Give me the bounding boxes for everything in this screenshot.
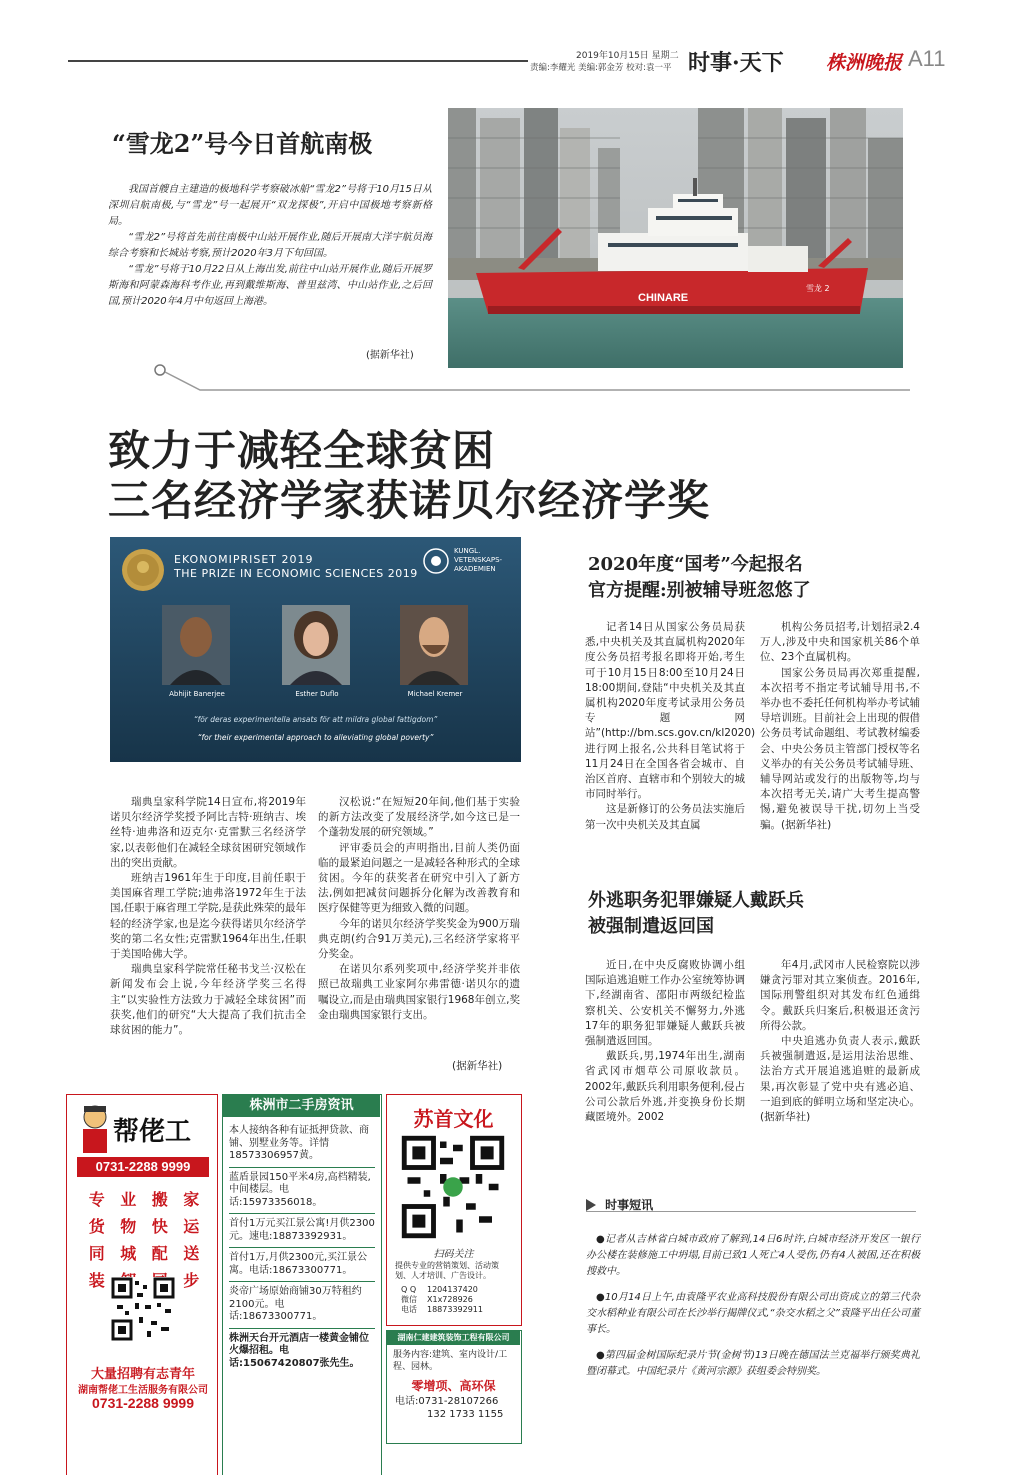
qr-code-icon[interactable] xyxy=(111,1277,175,1341)
ad-company: 湖南帮佬工生活服务有限公司 xyxy=(78,1385,208,1396)
ad-ershoufang-title: 株洲市二手房资讯 xyxy=(223,1095,380,1117)
phone-value: 132 1733 1155 xyxy=(427,1409,504,1420)
contact-label: Q Q xyxy=(401,1285,417,1294)
service-char: 专 xyxy=(88,1190,105,1209)
phone-label: 电话: xyxy=(395,1396,419,1407)
paragraph: 年4月,武冈市人民检察院以涉嫌贪污罪对其立案侦查。2016年,国际刑警组织对其发布红色通缉令。戴跃兵归案后,积极退还贪污所得公款。 xyxy=(760,959,920,1032)
nobel-medal-icon xyxy=(120,547,166,593)
citation-english: “for their experimental approach to alleviating global poverty” xyxy=(197,733,434,742)
nobel-screen-photo xyxy=(110,537,521,762)
paragraph: 瑞典皇家科学院14日宣布,将2019年诺贝尔经济学奖授予阿比吉特·班纳吉、埃丝特·迪弗洛和迈克尔·克雷默三名经济学家,以表彰他们在减轻全球贫困研究领域作出的突出贡献。 xyxy=(110,796,306,869)
screen-title-2: THE PRIZE IN ECONOMIC SCIENCES 2019 xyxy=(174,567,418,580)
list-item: ●第四届金树国际纪录片节(金树节)13日晚在德国法兰克福举行颁奖典礼暨闭幕式。中国纪录片《黄河宗源》获组委会特别奖。 xyxy=(586,1350,920,1377)
phone-value: 0731-28107266 xyxy=(418,1396,499,1407)
listing-item: 本人接纳各种有证抵押贷款、商铺、别墅业务等。详情18573306957黄。 xyxy=(229,1125,375,1168)
dai-title-2: 被强制遣返回国 xyxy=(588,916,714,937)
listing-item: 株洲天台开元酒店一楼黄金铺位火爆招租。电话:15067420807张先生。 xyxy=(229,1332,369,1369)
service-char: 同 xyxy=(88,1244,105,1263)
ad-renjian-slogan: 零增项、高环保 xyxy=(411,1379,496,1393)
ad-renjian-services: 服务内容:建筑、室内设计/工程、园林。 xyxy=(393,1350,508,1372)
ad-sumu-services: 提供专业的营销策划、活动策划、人才培训、广告设计。 xyxy=(395,1261,499,1280)
dai-col-1 xyxy=(585,958,745,1125)
paragraph: 中央追逃办负责人表示,戴跃兵被强制遣返,是运用法治思维、法治方式开展追逃追赃的最新成果,再次彰显了党中央有逃必追、一追到底的鲜明立场和坚定决心。(据新华社) xyxy=(760,1035,920,1124)
header-date: 2019年10月15日 星期二 xyxy=(576,51,679,61)
paragraph: 瑞典皇家科学院常任秘书戈兰·汉松在新闻发布会上说,今年经济学奖三名得主“以实验性方法致力于减轻全球贫困”而获奖,他们的研究“大大提高了我们抗击全球贫困的能力”。 xyxy=(110,963,306,1037)
laureate-name: Esther Duflo xyxy=(295,690,339,698)
laureate-name: Abhijit Banerjee xyxy=(169,690,225,698)
header-section: 时事·天下 xyxy=(688,50,784,76)
guokao-title-1: 2020年度“国考”今起报名 xyxy=(588,554,803,575)
paragraph: 班纳吉1961年生于印度,目前任职于美国麻省理工学院;迪弗洛1972年生于法国,任职于麻省理工学院,是获此殊荣的最年轻的经济学家,也是迄今获得诺贝尔经济学奖的第二名女性;克雷默1964年出生,任职于美国哈佛大学。 xyxy=(110,872,306,961)
service-char: 装 xyxy=(88,1271,105,1290)
ship-hull-label: CHINARE xyxy=(638,292,689,304)
listing-item: 首付1万元买江景公寓!月供2300元。速电:18873392931。 xyxy=(229,1218,375,1248)
mascot-icon xyxy=(75,1103,115,1155)
guokao-col-1 xyxy=(585,620,756,833)
shortnews-list xyxy=(586,1232,920,1380)
xuelong-source: (据新华社) xyxy=(366,350,414,361)
ad-sumu-contacts xyxy=(401,1285,511,1315)
icebreaker-illustration xyxy=(448,108,903,368)
nobel-col-1 xyxy=(110,795,306,1038)
academy-line: KUNGL. xyxy=(454,547,481,555)
list-item: ●记者从吉林省白城市政府了解到,14日6时许,白城市经济开发区一银行办公楼在装修施工中坍塌,目前已致1人死亡4人受伤,仍有4人被困,还在积极搜救中。 xyxy=(586,1234,920,1277)
listing-item: 蓝盾景园150平米4房,高档精装,中间楼层。电话:15973356018。 xyxy=(229,1172,375,1215)
service-char: 家 xyxy=(183,1190,200,1209)
service-char: 城 xyxy=(120,1244,137,1263)
ad-sumu-scan: 扫码关注 xyxy=(433,1249,474,1260)
guokao-col-2 xyxy=(760,620,920,833)
service-char: 配 xyxy=(151,1244,168,1263)
ad-sumu xyxy=(386,1094,522,1326)
nobel-source: (据新华社) xyxy=(452,1060,503,1072)
nobel-headline-1: 致力于减轻全球贫困 xyxy=(108,426,496,475)
contact-value: 18873392911 xyxy=(427,1305,483,1314)
ad-services-grid xyxy=(81,1187,207,1291)
nobel-col-2 xyxy=(318,795,520,1023)
paragraph: 记者14日从国家公务员局获悉,中央机关及其直属机构2020年度公务员招考报名即将开始,考生可于10月15日8:00至10月24日18:00期间,登陆“中央机关及其直属机构2020年度考试录用公务员专题网站”(http://bm.scs.gov.cn/kl2020)进行网上报名,公共科目笔试将于11月24日在全国各省会城市、自治区首府、直辖市和个别较大的城市同时举行。 xyxy=(585,621,756,801)
paragraph: “雪龙”号将于10月22日从上海出发,前往中山站开展作业,随后开展罗斯海和阿蒙森海科考作业,再到戴维斯海、普里兹湾、中山站作业,之后回国,预计2020年4月中旬返回上海港。 xyxy=(108,264,432,307)
shortnews-arrow-icon xyxy=(586,1199,596,1211)
service-char: 送 xyxy=(183,1244,200,1263)
paragraph: 评审委员会的声明指出,目前人类仍面临的最紧迫问题之一是减轻各种形式的全球贫困。今年的获奖者在研究中引入了新方法,例如把减贫问题拆分化解为改善教育和医疗保健等更为细致入微的问题。 xyxy=(318,841,520,915)
service-char: 业 xyxy=(120,1190,137,1209)
ad-recruit: 大量招聘有志青年 xyxy=(90,1367,195,1382)
ad-bangzhugong xyxy=(66,1094,218,1475)
dai-title-1: 外逃职务犯罪嫌疑人戴跃兵 xyxy=(588,890,804,911)
service-char: 运 xyxy=(183,1217,200,1236)
paragraph: 这是新修订的公务员法实施后第一次中央机关及其直属 xyxy=(585,803,745,831)
service-char: 搬 xyxy=(151,1190,168,1209)
guokao-title-2: 官方提醒:别被辅导班忽悠了 xyxy=(588,580,811,601)
paragraph: 机构公务员招考,计划招录2.4万人,涉及中央和国家机关86个单位、23个直属机构。 xyxy=(760,621,920,664)
xuelong-body xyxy=(108,182,432,310)
header-editors: 责编:李耀光 美编:郭金芳 校对:袁一平 xyxy=(530,63,672,73)
listing-item: 首付1万,月供2300元,买江景公寓。电话:18673300771。 xyxy=(229,1252,375,1282)
academy-emblem-icon xyxy=(422,547,450,575)
contact-value: X1x728926 xyxy=(427,1295,473,1304)
academy-line: VETENSKAPS- xyxy=(454,556,503,564)
service-char: 步 xyxy=(183,1271,200,1290)
listing-list xyxy=(229,1125,375,1370)
paragraph: “雪龙2”号将首先前往南极中山站开展作业,随后开展南大洋宇航员海综合考察和长城站考察,预计2020年3月下旬回国。 xyxy=(108,232,432,259)
citation-swedish: “för deras experimentella ansats för att mildra global fattigdom” xyxy=(193,715,438,724)
service-char: 快 xyxy=(151,1217,168,1236)
icebreaker-photo xyxy=(448,108,903,368)
ad-ershoufang xyxy=(222,1094,382,1475)
shortnews-label: 时事短讯 xyxy=(605,1198,654,1212)
ship-name-label: 雪龙 2 xyxy=(806,284,830,293)
ad-sumu-title: 苏首文化 xyxy=(413,1107,494,1131)
service-char: 货 xyxy=(88,1217,105,1236)
ad-phone-2: 0731-2288 9999 xyxy=(92,1395,194,1411)
laureate-portrait xyxy=(400,605,468,685)
contact-label: 电话 xyxy=(401,1305,417,1314)
screen-title-1: EKONOMIPRISET 2019 xyxy=(174,553,314,566)
laureate-portrait xyxy=(282,605,350,685)
ad-renjian xyxy=(386,1330,522,1444)
nobel-headline-2: 三名经济学家获诺贝尔经济学奖 xyxy=(108,476,711,525)
service-char: 物 xyxy=(120,1217,137,1236)
xuelong-title: “雪龙2”号今日首航南极 xyxy=(112,129,373,158)
paragraph: 在诺贝尔系列奖项中,经济学奖并非依照已故瑞典工业家阿尔弗雷德·诺贝尔的遗嘱设立,而是由瑞典国家银行1968年创立,奖金由瑞典国家银行支出。 xyxy=(318,963,520,1021)
paragraph: 今年的诺贝尔经济学奖奖金为900万瑞典克朗(约合91万美元),三名经济学家将平分奖金。 xyxy=(318,917,520,961)
paragraph: 我国首艘自主建造的极地科学考察破冰船“雪龙2”号将于10月15日从深圳启航南极,与“雪龙”号一起展开“双龙探极”,开启中国极地考察新格局。 xyxy=(108,184,432,227)
header-page-no: A11 xyxy=(908,46,946,71)
paragraph: 近日,在中央反腐败协调小组国际追逃追赃工作办公室统筹协调下,经湖南省、邵阳市两级纪检监察机关、公安机关不懈努力,外逃17年的职务犯罪嫌疑人戴跃兵被强制遣返回国。 xyxy=(585,959,745,1048)
laureate-portrait xyxy=(162,605,230,685)
paragraph: 国家公务员局再次郑重提醒,本次招考不指定考试辅导用书,不举办也不委托任何机构举办考试辅导培训班。目前社会上出现的假借公务员考试命题组、考试教材编委会、中央公务员主管部门授权等名义举办的有关公务员考试辅导班、辅导网站或发行的出版物等,均与本次招考无关,请广大考生提高警惕,避免被误导干扰,切勿上当受骗。(据新华社) xyxy=(760,666,920,831)
ad-brand: 帮佬工 xyxy=(113,1117,192,1147)
ad-phone: 0731-2288 9999 xyxy=(77,1157,209,1177)
shortnews-label-bar xyxy=(586,1194,916,1212)
dai-col-2 xyxy=(760,958,920,1125)
academy-name xyxy=(454,547,502,574)
header-paper-logo: 株洲晚报 xyxy=(826,52,903,74)
academy-line: AKADEMIEN xyxy=(454,565,496,573)
contact-value: 1204137420 xyxy=(427,1285,478,1294)
list-item: ●10月14日上午,由袁隆平农业高科技股份有限公司出资成立的第三代杂交水稻种业有限公司在长沙举行揭牌仪式,“杂交水稻之父”袁隆平出任公司董事长。 xyxy=(586,1292,920,1335)
paragraph: 戴跃兵,男,1974年出生,湖南省武冈市烟草公司原收款员。2002年,戴跃兵利用职务便利,侵占公司公款后外逃,并变换身份长期藏匿境外。2002 xyxy=(585,1050,745,1124)
qr-code-icon[interactable] xyxy=(401,1135,505,1239)
ad-renjian-phone xyxy=(395,1395,517,1421)
contact-label: 微信 xyxy=(401,1295,417,1304)
laureate-name: Michael Kremer xyxy=(407,690,463,698)
section-divider xyxy=(150,360,910,396)
listing-item: 炎帝广场原始商铺30万特租约2100元。电话:18673300771。 xyxy=(229,1286,375,1329)
header-rule xyxy=(68,60,528,62)
paragraph: 汉松说:“在短短20年间,他们基于实验的新方法改变了发展经济学,如今这已是一个蓬勃发展的研究领域。” xyxy=(318,796,520,839)
ad-renjian-title: 湖南仁建建筑装饰工程有限公司 xyxy=(387,1331,520,1345)
